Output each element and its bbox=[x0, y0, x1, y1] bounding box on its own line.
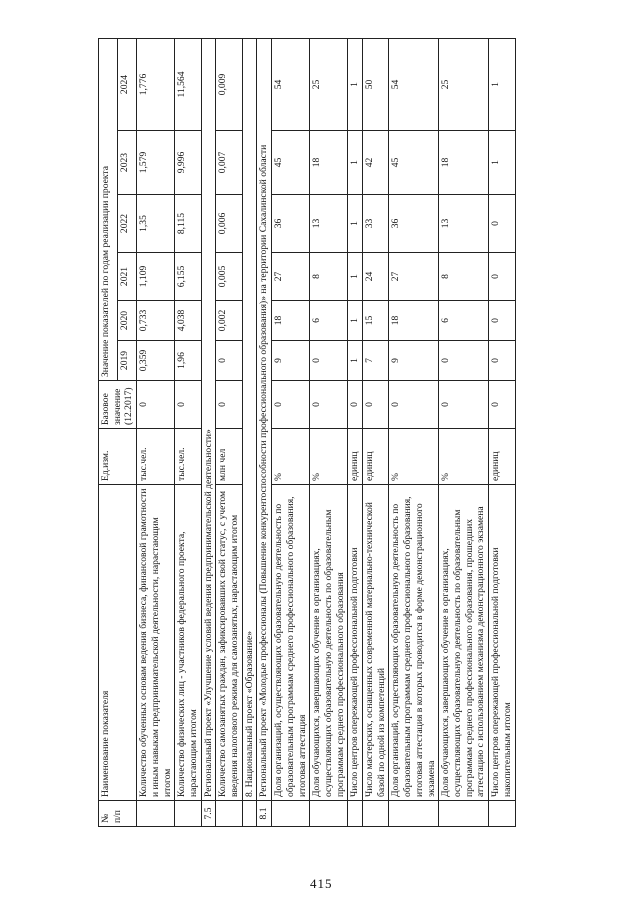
base-value-cell: 0 bbox=[439, 381, 489, 429]
indicator-name: Доля организаций, осуществляющих образовательную деятельность по образовательным программам среднего профессионального образования, итоговая аттестация в которых проводится в форме демонстрационного экзамена bbox=[389, 485, 439, 801]
year-value-cell: 13 bbox=[439, 195, 489, 253]
year-value-cell: 1 bbox=[348, 38, 363, 130]
year-value-cell: 50 bbox=[363, 38, 389, 130]
header-no: № п/п bbox=[99, 801, 137, 827]
year-value-cell: 24 bbox=[363, 253, 389, 301]
year-value-cell: 18 bbox=[439, 131, 489, 195]
year-value-cell: 0,009 bbox=[216, 38, 242, 130]
section-title: Региональный проект «Улучшение условий ведения предпринимательской деятельности» bbox=[201, 38, 216, 800]
year-value-cell: 33 bbox=[363, 195, 389, 253]
year-value-cell: 0 bbox=[216, 341, 242, 381]
row-no bbox=[439, 801, 489, 827]
year-value-cell: 0,007 bbox=[216, 131, 242, 195]
year-value-cell: 13 bbox=[310, 195, 348, 253]
year-value-cell: 1,109 bbox=[137, 253, 175, 301]
header-year: 2022 bbox=[118, 195, 137, 253]
unit-cell: млн чел bbox=[216, 429, 242, 485]
indicator-name: Доля обучающихся, завершающих обучение в организациях, осуществляющих образовательную деятельность по образовательным программам среднего профессионального образования, прошедших аттестацию с использованием механизма демонстрационного экзамена bbox=[439, 485, 489, 801]
year-value-cell: 1,579 bbox=[137, 131, 175, 195]
header-year: 2020 bbox=[118, 301, 137, 341]
table-row bbox=[137, 38, 175, 826]
header-years-group: Значение показателей по годам реализации проекта bbox=[99, 38, 118, 380]
year-value-cell: 27 bbox=[389, 253, 439, 301]
row-no: 7.5 bbox=[201, 801, 216, 827]
year-value-cell: 9 bbox=[389, 341, 439, 381]
section-title: Региональный проект «Молодые профессионалы (Повышение конкурентоспособности профессионального образования)» на территории Сахалинской области bbox=[257, 38, 272, 800]
base-value-cell: 0 bbox=[348, 381, 363, 429]
indicator-name: Число центров опережающей профессиональной подготовки накопительным итогом bbox=[489, 485, 515, 801]
table-row bbox=[363, 38, 389, 826]
year-value-cell: 0 bbox=[489, 253, 515, 301]
header-year: 2019 bbox=[118, 341, 137, 381]
year-value-cell: 4,038 bbox=[175, 301, 201, 341]
year-value-cell: 7 bbox=[363, 341, 389, 381]
header-unit: Ед.изм. bbox=[99, 429, 137, 485]
indicator-name: Количество физических лиц - участников федерального проекта, нарастающим итогом bbox=[175, 485, 201, 801]
year-value-cell: 36 bbox=[389, 195, 439, 253]
base-value-cell: 0 bbox=[175, 381, 201, 429]
year-value-cell: 1,96 bbox=[175, 341, 201, 381]
year-value-cell: 1 bbox=[348, 131, 363, 195]
header-name: Наименование показателя bbox=[99, 485, 137, 801]
unit-cell: % bbox=[310, 429, 348, 485]
year-value-cell: 18 bbox=[310, 131, 348, 195]
table-header bbox=[99, 38, 137, 826]
year-value-cell: 1 bbox=[489, 38, 515, 130]
table-row bbox=[348, 38, 363, 826]
unit-cell: тыс.чел. bbox=[175, 429, 201, 485]
year-value-cell: 1 bbox=[489, 131, 515, 195]
year-value-cell: 11,564 bbox=[175, 38, 201, 130]
year-value-cell: 6,155 bbox=[175, 253, 201, 301]
header-year: 2023 bbox=[118, 131, 137, 195]
row-no bbox=[348, 801, 363, 827]
year-value-cell: 0 bbox=[489, 341, 515, 381]
year-value-cell: 1,776 bbox=[137, 38, 175, 130]
year-value-cell: 1,35 bbox=[137, 195, 175, 253]
year-value-cell: 1 bbox=[348, 253, 363, 301]
unit-cell: тыс.чел. bbox=[137, 429, 175, 485]
year-value-cell: 54 bbox=[389, 38, 439, 130]
year-value-cell: 9 bbox=[272, 341, 310, 381]
year-value-cell: 45 bbox=[389, 131, 439, 195]
year-value-cell: 54 bbox=[272, 38, 310, 130]
year-value-cell: 1 bbox=[348, 341, 363, 381]
base-value-cell: 0 bbox=[137, 381, 175, 429]
year-value-cell: 18 bbox=[272, 301, 310, 341]
base-value-cell: 0 bbox=[389, 381, 439, 429]
section-row bbox=[242, 38, 257, 826]
year-value-cell: 0 bbox=[439, 341, 489, 381]
header-base: Базовое значение (12.2017) bbox=[99, 381, 137, 429]
year-value-cell: 25 bbox=[310, 38, 348, 130]
base-value-cell: 0 bbox=[363, 381, 389, 429]
header-year: 2021 bbox=[118, 253, 137, 301]
row-no bbox=[310, 801, 348, 827]
indicator-name: Доля обучающихся, завершающих обучение в организациях, осуществляющих образовательную деятельность по образовательным программам среднего профессионального образования bbox=[310, 485, 348, 801]
year-value-cell: 15 bbox=[363, 301, 389, 341]
row-no bbox=[489, 801, 515, 827]
row-no bbox=[242, 801, 257, 827]
year-value-cell: 45 bbox=[272, 131, 310, 195]
table-row bbox=[389, 38, 439, 826]
year-value-cell: 6 bbox=[310, 301, 348, 341]
row-no bbox=[216, 801, 242, 827]
year-value-cell: 0 bbox=[310, 341, 348, 381]
section-row bbox=[201, 38, 216, 826]
year-value-cell: 0 bbox=[489, 301, 515, 341]
table-row bbox=[175, 38, 201, 826]
row-no bbox=[363, 801, 389, 827]
year-value-cell: 0,359 bbox=[137, 341, 175, 381]
year-value-cell: 18 bbox=[389, 301, 439, 341]
year-value-cell: 42 bbox=[363, 131, 389, 195]
header-year: 2024 bbox=[118, 38, 137, 130]
year-value-cell: 0 bbox=[489, 195, 515, 253]
year-value-cell: 1 bbox=[348, 301, 363, 341]
year-value-cell: 0,002 bbox=[216, 301, 242, 341]
indicator-name: Число мастерских, оснащенных современной материально-технической базой по одной из компетенций bbox=[363, 485, 389, 801]
unit-cell: единиц bbox=[363, 429, 389, 485]
table-row bbox=[310, 38, 348, 826]
section-row bbox=[257, 38, 272, 826]
year-value-cell: 9,996 bbox=[175, 131, 201, 195]
base-value-cell: 0 bbox=[272, 381, 310, 429]
unit-cell: % bbox=[389, 429, 439, 485]
page-number: 415 bbox=[310, 876, 333, 891]
section-title: 8. Национальный проект «Образование» bbox=[242, 38, 257, 800]
year-value-cell: 0,733 bbox=[137, 301, 175, 341]
year-value-cell: 1 bbox=[348, 195, 363, 253]
unit-cell: единиц bbox=[489, 429, 515, 485]
year-value-cell: 8,115 bbox=[175, 195, 201, 253]
table-body bbox=[137, 38, 515, 826]
year-value-cell: 27 bbox=[272, 253, 310, 301]
indicators-table bbox=[98, 38, 516, 827]
year-value-cell: 36 bbox=[272, 195, 310, 253]
indicator-name: Количество самозанятых граждан, зафиксировавших свой статус, с учетом введения налогового режима для самозанятых, нарастающим итогом bbox=[216, 485, 242, 801]
year-value-cell: 6 bbox=[439, 301, 489, 341]
row-no bbox=[137, 801, 175, 827]
table-row bbox=[272, 38, 310, 826]
indicator-name: Число центров опережающей профессиональной подготовки bbox=[348, 485, 363, 801]
unit-cell: % bbox=[272, 429, 310, 485]
table-row bbox=[439, 38, 489, 826]
row-no bbox=[389, 801, 439, 827]
year-value-cell: 25 bbox=[439, 38, 489, 130]
indicator-name: Количество обученных основам ведения бизнеса, финансовой грамотности и иным навыкам предпринимательской деятельности, нарастающим итогом bbox=[137, 485, 175, 801]
base-value-cell: 0 bbox=[216, 381, 242, 429]
row-no bbox=[272, 801, 310, 827]
year-value-cell: 8 bbox=[310, 253, 348, 301]
base-value-cell: 0 bbox=[310, 381, 348, 429]
row-no bbox=[175, 801, 201, 827]
base-value-cell: 0 bbox=[489, 381, 515, 429]
unit-cell: % bbox=[439, 429, 489, 485]
year-value-cell: 0,005 bbox=[216, 253, 242, 301]
row-no: 8.1 bbox=[257, 801, 272, 827]
table-row bbox=[489, 38, 515, 826]
year-value-cell: 0,006 bbox=[216, 195, 242, 253]
unit-cell: единиц bbox=[348, 429, 363, 485]
indicator-name: Доля организаций, осуществляющих образовательную деятельность по образовательным программам среднего профессионального образования, итоговая аттестация bbox=[272, 485, 310, 801]
year-value-cell: 8 bbox=[439, 253, 489, 301]
table-row bbox=[216, 38, 242, 826]
